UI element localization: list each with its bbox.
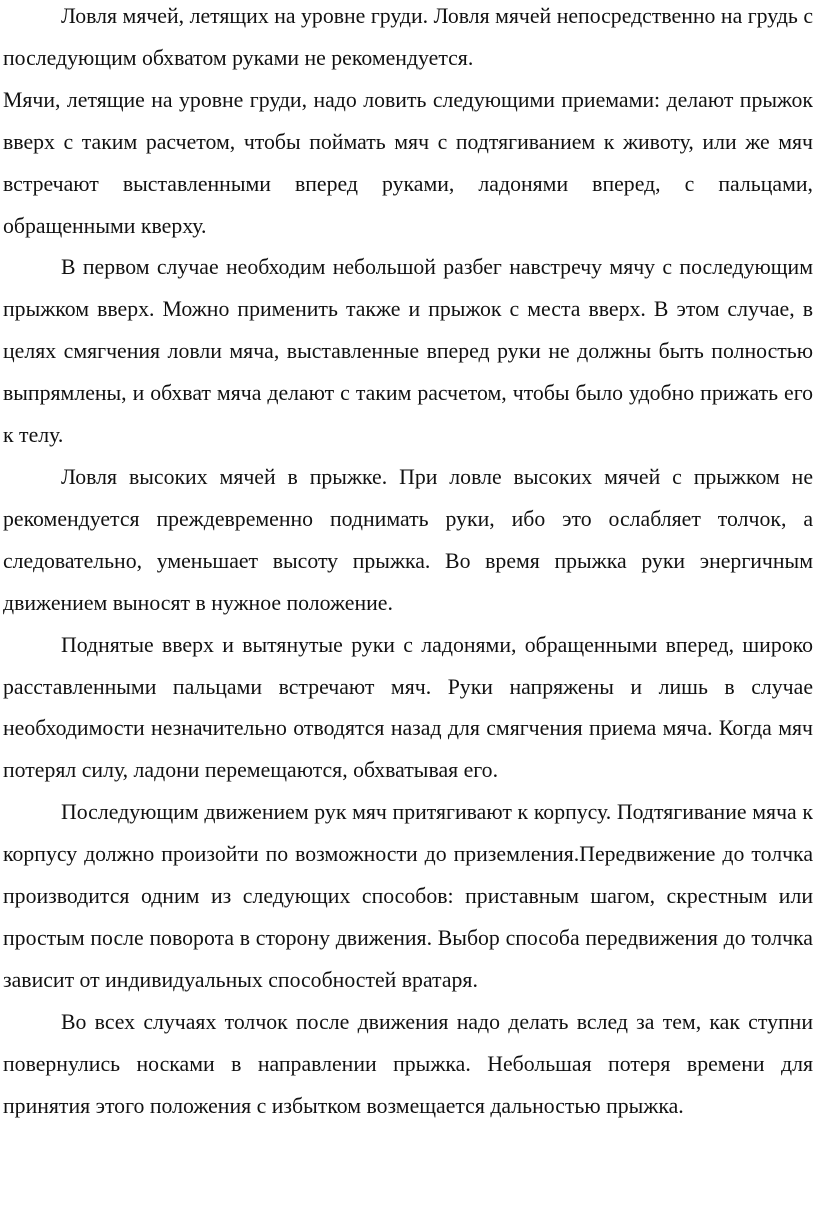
paragraph-pull-to-body: Последующим движением рук мяч притягивают к корпусу. Подтягивание мяча к корпусу должно произойти по возможности до приземления.Передвижение до толчка производится одним из следующих способов: приставным шагом, скрестным или простым после поворота в сторону движения. Выбор способа передвижения до толчка зависит от индивидуальных способностей вратаря. xyxy=(3,800,813,992)
paragraph-takeoff-timing: Во всех случаях толчок после движения надо делать вслед за тем, как ступни повернулись носками в направлении прыжка. Небольшая потеря времени для принятия этого положения с избытком возмещается дальностью прыжка. xyxy=(3,1009,813,1118)
paragraph-chest-techniques: Мячи, летящие на уровне груди, надо ловить следующими приемами: делают прыжок вверх с таким расчетом, чтобы поймать мяч с подтягиванием к животу, или же мяч встречают выставленными вперед руками, ладонями вперед, с пальцами, обращенными кверху. xyxy=(3,87,813,238)
paragraph-first-case-run-up: В первом случае необходим небольшой разбег навстречу мячу с последующим прыжком вверх. Можно применить также и прыжок с места вверх. В этом случае, в целях смягчения ловли мяча, выставленные вперед руки не должны быть полностью выпрямлены, и обхват мяча делают с таким расчетом, чтобы было удобно прижать его к телу. xyxy=(3,255,813,448)
paragraph-raised-arms: Поднятые вверх и вытянутые руки с ладонями, обращенными вперед, широко расставленными пальцами встречают мяч. Руки напряжены и лишь в случае необходимости незначительно отводятся назад для смягчения приема мяча. Когда мяч потерял силу, ладони перемещаются, обхватывая его. xyxy=(3,632,813,783)
paragraph-high-balls-jump: Ловля высоких мячей в прыжке. При ловле высоких мячей с прыжком не рекомендуется преждевременно поднимать руки, ибо это ослабляет толчок, а следовательно, уменьшает высоту прыжка. Во время прыжка руки энергичным движением выносят в нужное положение. xyxy=(3,464,813,615)
document-page xyxy=(3,0,813,1127)
paragraph-catching-chest-height: Ловля мячей, летящих на уровне груди. Ловля мячей непосредственно на грудь с последующим обхватом руками не рекомендуется. xyxy=(3,4,813,70)
